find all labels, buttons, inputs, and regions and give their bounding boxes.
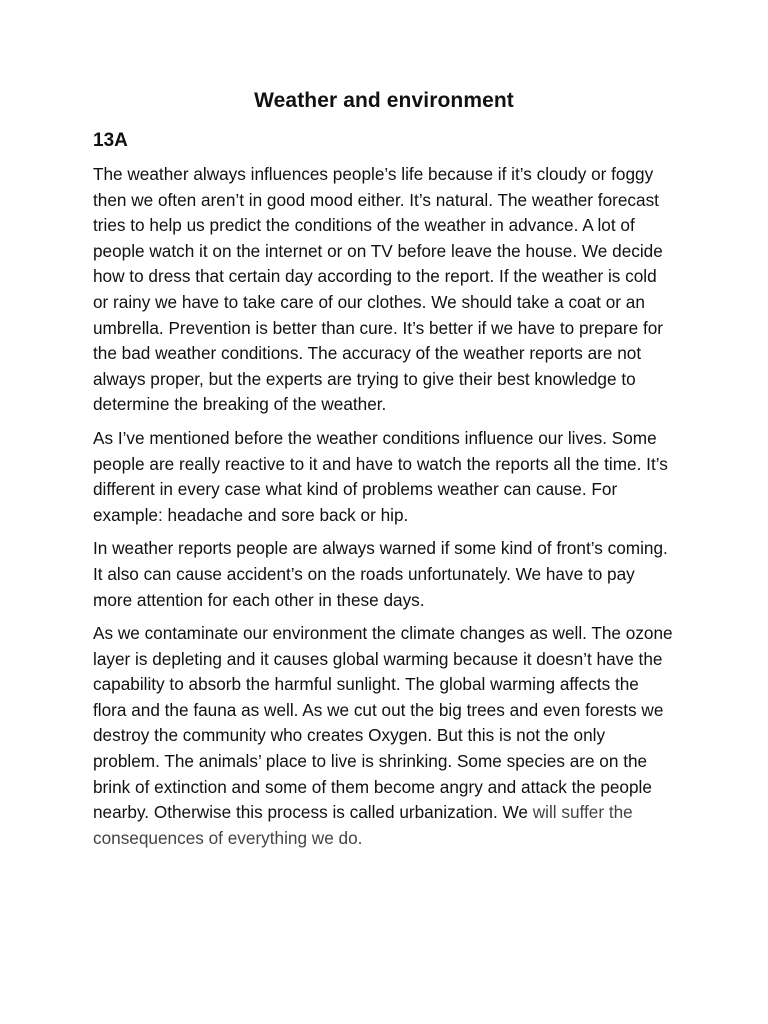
paragraph-2: As I’ve mentioned before the weather conditions influence our lives. Some people are really reactive to it and have to watch the reports all the time. It’s different in every case what kind of problems weather can cause. For example: headache and sore back or hip. <box>93 427 668 525</box>
paragraph-4-tail: will suffer the consequences of everything we do. <box>93 802 633 848</box>
paragraph-4-main: As we contaminate our environment the climate changes as well. The ozone layer is depleting and it causes global warming because it doesn’t have the capability to absorb the harmful sunlight. The global warming affects the flora and the fauna as well. As we cut out the big trees and even forests we destroy the community who creates Oxygen. But this is not the only problem. The animals’ place to live is shrinking. Some species are on the brink of extinction and some of them become angry and attack the people nearby. Otherwise this process is called urbanization. We <box>93 623 673 823</box>
paragraph-1: The weather always influences people’s life because if it’s cloudy or foggy then we often aren’t in good mood either. It’s natural. The weather forecast tries to help us predict the conditions of the weather in advance. A lot of people watch it on the internet or on TV before leave the house. We decide how to dress that certain day according to the report. If the weather is cold or rainy we have to take care of our clothes. We should take a coat or an umbrella. Prevention is better than cure. It’s better if we have to prepare for the bad weather conditions. The accuracy of the weather reports are not always proper, but the experts are trying to give their best knowledge to determine the breaking of the weather. <box>93 164 664 415</box>
paragraph-3: In weather reports people are always warned if some kind of front’s coming. It also can cause accident’s on the roads unfortunately. We have to pay more attention for each other in these days. <box>93 538 668 610</box>
document-title: Weather and environment <box>254 89 514 112</box>
section-heading: 13A <box>93 130 128 151</box>
paragraph-4 <box>93 621 675 851</box>
